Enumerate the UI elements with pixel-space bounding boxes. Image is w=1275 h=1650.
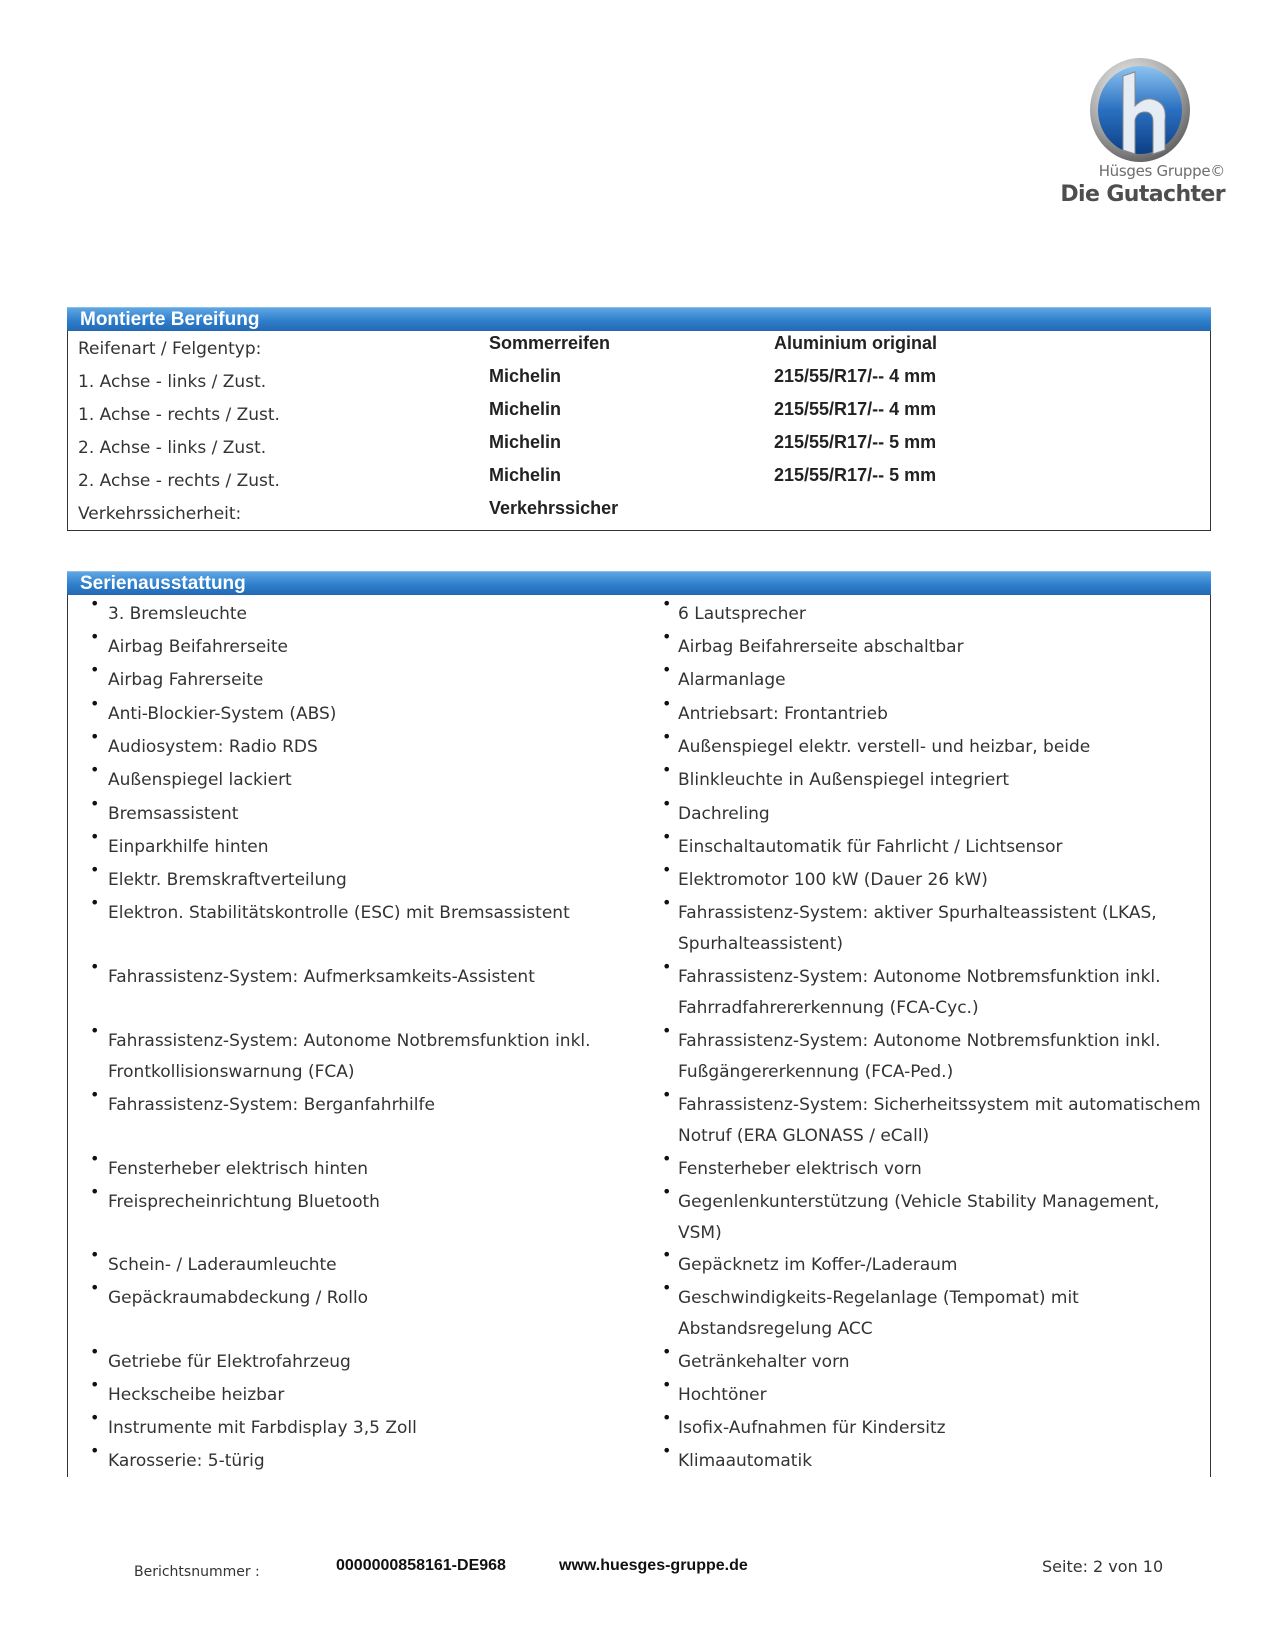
bullet-icon: •: [90, 1278, 100, 1297]
equipment-item-text: Klimaautomatik: [678, 1451, 813, 1471]
equipment-item-text: Fahrassistenz-System: aktiver Spurhalteassistent (LKAS, Spurhalteassistent): [678, 903, 1157, 954]
bullet-icon: •: [662, 594, 672, 613]
bullet-icon: •: [90, 1021, 100, 1040]
bullet-icon: •: [90, 1149, 100, 1168]
tyres-row: [68, 463, 1210, 496]
equipment-item-text: Antriebsart: Frontantrieb: [678, 704, 888, 724]
equipment-item-text: Gegenlenkunterstützung (Vehicle Stability Management, VSM): [678, 1192, 1160, 1243]
tyres-row-label: 1. Achse - rechts / Zust.: [78, 405, 280, 425]
equipment-item-text: Heckscheibe heizbar: [108, 1385, 285, 1405]
bullet-icon: •: [90, 660, 100, 679]
bullet-icon: •: [662, 694, 672, 713]
equipment-item-text: Außenspiegel lackiert: [108, 770, 292, 790]
bullet-icon: •: [662, 1342, 672, 1361]
bullet-icon: •: [90, 1375, 100, 1394]
equipment-item-text: Bremsassistent: [108, 804, 239, 824]
bullet-icon: •: [90, 627, 100, 646]
equipment-item-text: Blinkleuchte in Außenspiegel integriert: [678, 770, 1010, 790]
bullet-icon: •: [662, 660, 672, 679]
tyres-row-label: 2. Achse - links / Zust.: [78, 438, 267, 458]
bullet-icon: •: [90, 1085, 100, 1104]
equipment-item-text: Instrumente mit Farbdisplay 3,5 Zoll: [108, 1418, 417, 1438]
bullet-icon: •: [662, 1085, 672, 1104]
tyres-row-value1: Michelin: [489, 432, 562, 452]
equipment-item-text: Einparkhilfe hinten: [108, 837, 269, 857]
equipment-item-text: Gepäcknetz im Koffer-/Laderaum: [678, 1255, 958, 1275]
bullet-icon: •: [662, 1182, 672, 1201]
bullet-icon: •: [90, 1182, 100, 1201]
equipment-item-text: Audiosystem: Radio RDS: [108, 737, 318, 757]
equipment-item-text: Fensterheber elektrisch hinten: [108, 1159, 369, 1179]
tyres-row-label: 2. Achse - rechts / Zust.: [78, 471, 280, 491]
bullet-icon: •: [662, 957, 672, 976]
equipment-item-text: Elektron. Stabilitätskontrolle (ESC) mit Bremsassistent: [108, 903, 570, 923]
equipment-item-text: Schein- / Laderaumleuchte: [108, 1255, 337, 1275]
tyres-row-label: 1. Achse - links / Zust.: [78, 372, 267, 392]
equipment-item-text: Airbag Fahrerseite: [108, 670, 264, 690]
equipment-item-text: Dachreling: [678, 804, 770, 824]
website-link[interactable]: www.huesges-gruppe.de: [559, 1557, 748, 1574]
equipment-item-text: Hochtöner: [678, 1385, 767, 1405]
bullet-icon: •: [90, 827, 100, 846]
bullet-icon: •: [662, 794, 672, 813]
tyres-row: [68, 331, 1210, 364]
tyres-row-value1: Michelin: [489, 366, 562, 386]
equipment-item-text: Getränkehalter vorn: [678, 1352, 850, 1372]
equipment-item-text: Airbag Beifahrerseite abschaltbar: [678, 637, 964, 657]
equipment-item-text: Fahrassistenz-System: Autonome Notbremsfunktion inkl. Fußgängererkennung (FCA-Ped.): [678, 1031, 1161, 1082]
report-number: 0000000858161-DE968: [336, 1557, 506, 1574]
equipment-item-text: Freisprecheinrichtung Bluetooth: [108, 1192, 380, 1212]
equipment-item-text: Gepäckraumabdeckung / Rollo: [108, 1288, 369, 1308]
bullet-icon: •: [90, 727, 100, 746]
equipment-section-header: [67, 571, 1211, 595]
equipment-item-text: Airbag Beifahrerseite: [108, 637, 288, 657]
equipment-item-text: Fahrassistenz-System: Aufmerksamkeits-Assistent: [108, 967, 535, 987]
equipment-item-text: Getriebe für Elektrofahrzeug: [108, 1352, 351, 1372]
bullet-icon: •: [662, 1408, 672, 1427]
bullet-icon: •: [90, 1245, 100, 1264]
bullet-icon: •: [662, 860, 672, 879]
equipment-item-text: Elektromotor 100 kW (Dauer 26 kW): [678, 870, 988, 890]
equipment-section-title: Serienausstattung: [80, 573, 246, 594]
equipment-item-text: Fahrassistenz-System: Autonome Notbremsfunktion inkl. Fahrradfahrererkennung (FCA-Cyc.): [678, 967, 1161, 1018]
equipment-item-text: Fahrassistenz-System: Berganfahrhilfe: [108, 1095, 435, 1115]
tyres-row-value2: 215/55/R17/-- 5 mm: [774, 432, 937, 452]
bullet-icon: •: [90, 694, 100, 713]
logo-brand-text: Die Gutachter: [1060, 182, 1225, 207]
bullet-icon: •: [90, 860, 100, 879]
tyres-row: [68, 397, 1210, 430]
bullet-icon: •: [662, 1149, 672, 1168]
equipment-item-text: Elektr. Bremskraftverteilung: [108, 870, 347, 890]
page-footer: [0, 1555, 1275, 1595]
bullet-icon: •: [662, 627, 672, 646]
report-number-label: Berichtsnummer :: [134, 1564, 260, 1580]
bullet-icon: •: [662, 827, 672, 846]
tyres-row-value2: 215/55/R17/-- 4 mm: [774, 399, 937, 419]
bullet-icon: •: [90, 1408, 100, 1427]
page-number: Seite: 2 von 10: [1042, 1557, 1164, 1576]
equipment-item-text: Außenspiegel elektr. verstell- und heizbar, beide: [678, 737, 1091, 757]
tyres-section-header: [67, 307, 1211, 331]
tyres-row-label: Verkehrssicherheit:: [78, 504, 242, 524]
equipment-item-text: Geschwindigkeits-Regelanlage (Tempomat) mit Abstandsregelung ACC: [678, 1288, 1079, 1339]
equipment-item-text: Karosserie: 5-türig: [108, 1451, 265, 1471]
bullet-icon: •: [662, 1021, 672, 1040]
bullet-icon: •: [662, 1375, 672, 1394]
bullet-icon: •: [662, 727, 672, 746]
equipment-item-text: 6 Lautsprecher: [678, 604, 806, 624]
tyres-row-label: Reifenart / Felgentyp:: [78, 339, 262, 359]
equipment-item-text: 3. Bremsleuchte: [108, 604, 247, 624]
bullet-icon: •: [90, 594, 100, 613]
equipment-item-text: Fensterheber elektrisch vorn: [678, 1159, 922, 1179]
bullet-icon: •: [90, 1342, 100, 1361]
tyres-row-value1: Verkehrssicher: [489, 498, 619, 518]
bullet-icon: •: [90, 957, 100, 976]
bullet-icon: •: [90, 893, 100, 912]
logo-group-text: Hüsges Gruppe©: [1098, 162, 1225, 180]
equipment-list: [67, 595, 1211, 1477]
equipment-item-text: Einschaltautomatik für Fahrlicht / Lichtsensor: [678, 837, 1063, 857]
bullet-icon: •: [90, 794, 100, 813]
equipment-item-text: Alarmanlage: [678, 670, 786, 690]
tyres-table: [67, 331, 1211, 531]
tyres-row-value1: Michelin: [489, 465, 562, 485]
equipment-item-text: Fahrassistenz-System: Autonome Notbremsfunktion inkl. Frontkollisionswarnung (FCA): [108, 1031, 591, 1082]
tyres-row-value2: 215/55/R17/-- 5 mm: [774, 465, 937, 485]
equipment-item-text: Isofix-Aufnahmen für Kindersitz: [678, 1418, 946, 1438]
tyres-row: [68, 364, 1210, 397]
company-logo: [1055, 58, 1225, 218]
bullet-icon: •: [662, 1245, 672, 1264]
bullet-icon: •: [662, 1278, 672, 1297]
equipment-item-text: Anti-Blockier-System (ABS): [108, 704, 337, 724]
bullet-icon: •: [662, 893, 672, 912]
h-logo-icon: [1085, 58, 1195, 168]
tyres-row-value1: Michelin: [489, 399, 562, 419]
tyres-row-value1: Sommerreifen: [489, 333, 611, 353]
equipment-item-text: Fahrassistenz-System: Sicherheitssystem mit automatischem Notruf (ERA GLONASS / eCall): [678, 1095, 1201, 1146]
bullet-icon: •: [90, 1441, 100, 1460]
tyres-row-value2: 215/55/R17/-- 4 mm: [774, 366, 937, 386]
tyres-row: [68, 430, 1210, 463]
tyres-row: [68, 496, 1210, 529]
tyres-section-title: Montierte Bereifung: [80, 309, 260, 330]
tyres-row-value2: Aluminium original: [774, 333, 938, 353]
bullet-icon: •: [662, 1441, 672, 1460]
bullet-icon: •: [90, 760, 100, 779]
bullet-icon: •: [662, 760, 672, 779]
